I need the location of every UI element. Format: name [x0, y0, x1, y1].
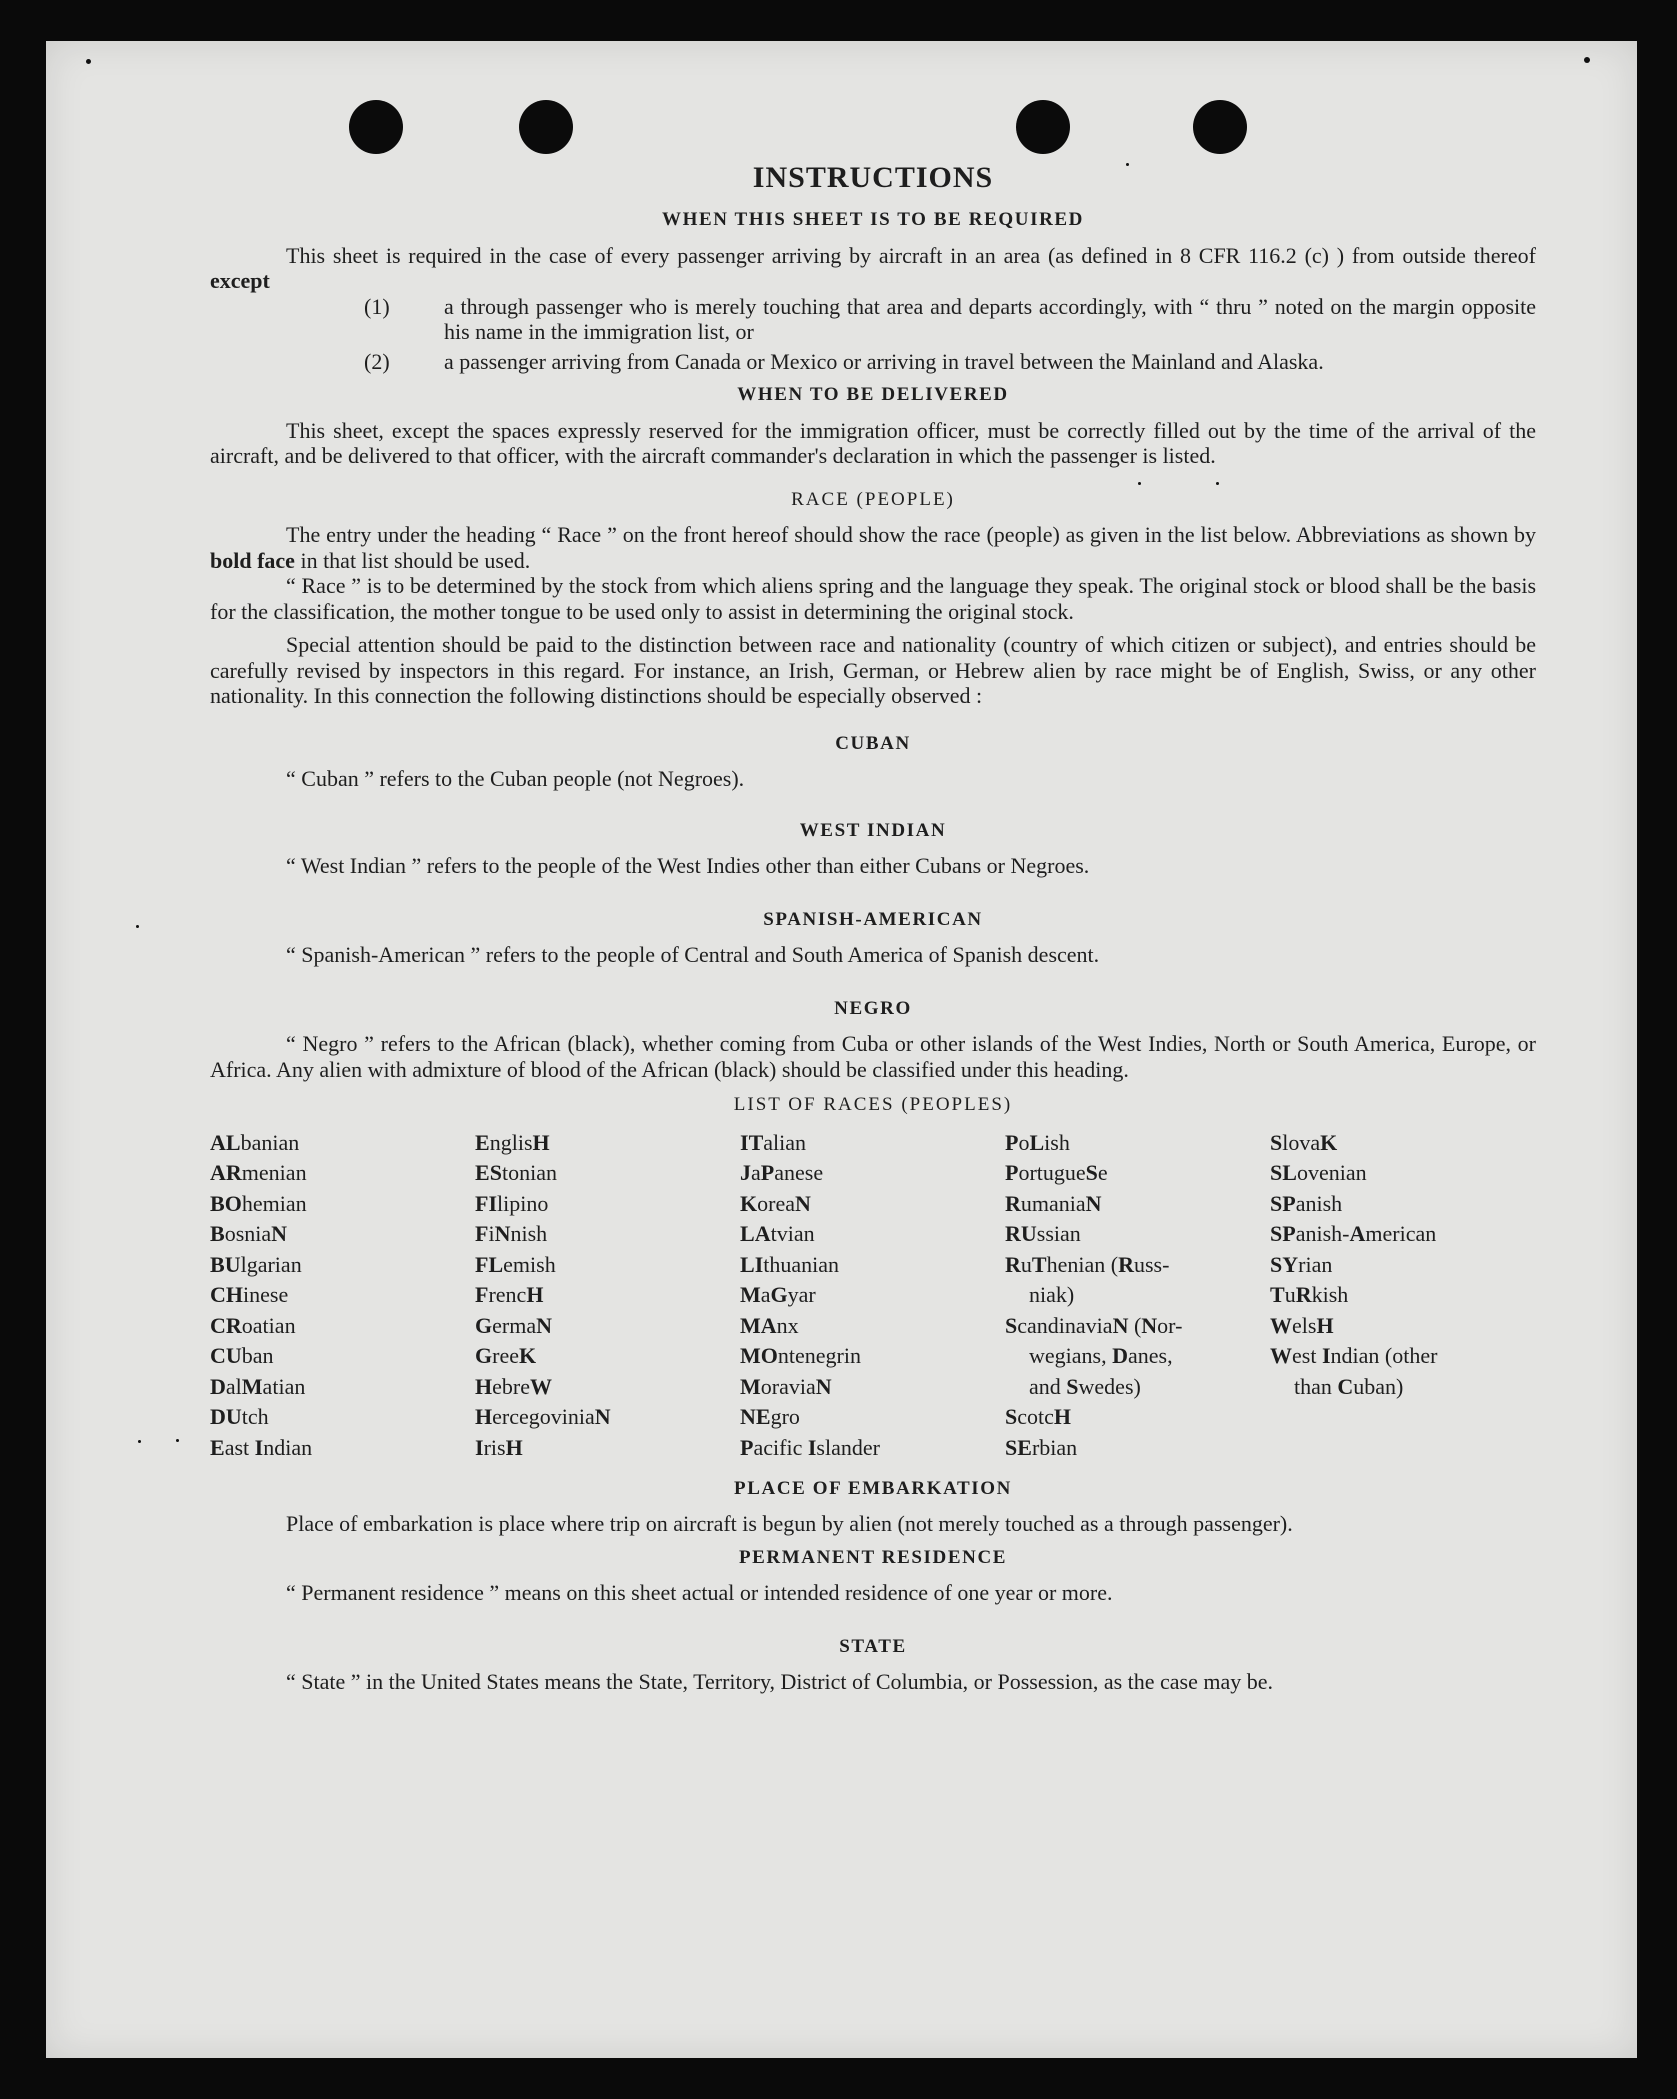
heading-permanent-residence: PERMANENT RESIDENCE	[738, 1546, 1008, 1568]
race-entry: SPanish-American	[1270, 1221, 1437, 1246]
race-entry: PoLish	[1005, 1129, 1070, 1155]
heading-embarkation: PLACE OF EMBARKATION	[734, 1477, 1012, 1499]
exception-item-2: (2) a passenger arriving from Canada or Mexico or arriving in travel between the Mainland and Alaska.	[364, 348, 1324, 374]
embarkation-text: Place of embarkation is place where trip on aircraft is begun by alien (not merely touched as a through passenger).	[286, 1511, 1293, 1536]
delivered-text: This sheet, except the spaces expressly reserved for the immigration officer, must be correctly filled out by the time of the arrival of the aircraft, and be delivered to that officer, with the aircraft commander's declaration in which the passenger is listed.	[210, 417, 1536, 468]
race-entry: HebreW	[475, 1373, 552, 1399]
race-entry: TuRkish	[1270, 1282, 1349, 1307]
race-entry: BOhemian	[210, 1190, 307, 1216]
race-entry: KoreaN	[740, 1190, 811, 1216]
race-entry: RUssian	[1005, 1221, 1081, 1246]
race-entry-continued: niak)	[1029, 1282, 1075, 1307]
scan-speck	[86, 59, 91, 64]
race-list	[210, 1128, 1536, 1468]
race-entry: MOntenegrin	[740, 1343, 861, 1368]
race-column-3	[740, 1128, 880, 1464]
race-entry: DalMatian	[210, 1373, 306, 1399]
race-entry-continued: than Cuban)	[1294, 1373, 1404, 1399]
scan-speck	[1126, 163, 1129, 166]
heading-required: WHEN THIS SHEET IS TO BE REQUIRED	[661, 209, 1085, 230]
race-entry: SYrian	[1270, 1251, 1333, 1277]
race-entry: WelsH	[1270, 1312, 1334, 1338]
race-entry: SlovaK	[1270, 1129, 1338, 1155]
heading-delivered: WHEN TO BE DELIVERED	[737, 384, 1009, 405]
exception-item-1: (1) a through passenger who is merely touching that area and departs accordingly, with “ thru ” noted on the margin opposite his name in the immigration list, or	[364, 293, 1536, 344]
race-entry: ARmenian	[210, 1160, 307, 1185]
race-entry: CRoatian	[210, 1312, 296, 1338]
race-entry: LIthuanian	[740, 1251, 840, 1277]
punch-hole	[1193, 100, 1247, 154]
heading-negro: NEGRO	[834, 997, 912, 1019]
race-entry: FLemish	[475, 1251, 556, 1277]
race-entry: SPanish	[1270, 1190, 1343, 1216]
race-entry-continued: wegians, Danes,	[1029, 1343, 1173, 1368]
race-column-1	[210, 1128, 312, 1464]
heading-state: STATE	[839, 1635, 907, 1657]
scan-speck	[1138, 482, 1141, 485]
race-entry: RuThenian (Russ-	[1005, 1251, 1170, 1277]
race-entry: ITalian	[740, 1129, 807, 1155]
race-entry: HercegoviniaN	[475, 1404, 611, 1429]
race-entry: CHinese	[210, 1282, 289, 1307]
scan-speck	[1584, 57, 1590, 63]
race-entry: DUtch	[210, 1404, 269, 1429]
race-entry: LAtvian	[740, 1221, 815, 1246]
race-entry: West Indian (other	[1270, 1343, 1438, 1368]
document-page	[46, 41, 1637, 2058]
state-text: “ State ” in the United States means the State, Territory, District of Columbia, or Possession, as the case may be.	[286, 1669, 1274, 1694]
race-entry: NEgro	[740, 1404, 800, 1429]
race-entry: MAnx	[740, 1312, 799, 1338]
heading-west-indian: WEST INDIAN	[799, 819, 947, 841]
race-entry: EStonian	[475, 1160, 557, 1185]
race-entry: GermaN	[475, 1312, 552, 1338]
race-entry: IrisH	[475, 1434, 523, 1460]
scan-speck	[176, 1439, 179, 1442]
race-column-2	[475, 1128, 611, 1464]
race-entry: BUlgarian	[210, 1251, 302, 1277]
cuban-text: “ Cuban ” refers to the Cuban people (not Negroes).	[286, 766, 745, 791]
race-paragraph-1: The entry under the heading “ Race ” on the front hereof should show the race (people) as given in the list below. Abbreviations as shown by bold face in that list should be used.	[210, 522, 1536, 573]
race-entry: EnglisH	[475, 1129, 550, 1155]
race-entry: JaPanese	[740, 1160, 824, 1185]
scan-speck	[1216, 482, 1219, 485]
race-entry: ScandinaviaN (Nor-	[1005, 1312, 1183, 1338]
heading-list-of-races: LIST OF RACES (PEOPLES)	[733, 1094, 1013, 1115]
punch-hole	[519, 100, 573, 154]
punch-hole	[1016, 100, 1070, 154]
heading-race: RACE (PEOPLE)	[791, 488, 955, 510]
race-entry: CUban	[210, 1343, 274, 1368]
race-entry: FIlipino	[475, 1190, 549, 1216]
race-entry: East Indian	[210, 1434, 313, 1460]
race-column-5	[1270, 1128, 1437, 1403]
race-entry: GreeK	[475, 1343, 537, 1368]
race-entry: FiNnish	[475, 1221, 548, 1246]
race-paragraph-2: “ Race ” is to be determined by the stock from which aliens spring and the language they speak. The original stock or blood shall be the basis for the classification, the mother tongue to be used only to assist in determining the original stock.	[210, 573, 1536, 624]
scan-speck	[138, 1440, 141, 1443]
punch-hole	[349, 100, 403, 154]
race-entry-continued: and Swedes)	[1029, 1373, 1141, 1399]
race-entry: SErbian	[1005, 1434, 1078, 1460]
race-column-4	[1005, 1128, 1182, 1464]
race-entry: FrencH	[475, 1282, 544, 1307]
heading-spanish-american: SPANISH-AMERICAN	[763, 908, 983, 930]
race-entry: MoraviaN	[740, 1373, 832, 1399]
race-entry: RumaniaN	[1005, 1190, 1102, 1216]
race-entry: ScotcH	[1005, 1404, 1072, 1429]
page-title: INSTRUCTIONS	[752, 161, 994, 194]
residence-text: “ Permanent residence ” means on this sheet actual or intended residence of one year or more.	[286, 1580, 1113, 1605]
west-indian-text: “ West Indian ” refers to the people of the West Indies other than either Cubans or Negroes.	[286, 853, 1090, 878]
required-intro: This sheet is required in the case of every passenger arriving by aircraft in an area (as defined in 8 CFR 116.2 (c) ) from outside thereof except	[210, 242, 1536, 293]
race-paragraph-3: Special attention should be paid to the distinction between race and nationality (country of which citizen or subject), and entries should be carefully revised by inspectors in this regard. For instance, an Irish, German, or Hebrew alien by race might be of English, Swiss, or any other nationality. In this connection the following distinctions should be especially observed :	[210, 632, 1536, 708]
spanish-american-text: “ Spanish-American ” refers to the people of Central and South America of Spanish descent.	[286, 942, 1100, 967]
race-entry: PortugueSe	[1005, 1160, 1108, 1185]
heading-cuban: CUBAN	[835, 732, 911, 754]
race-entry: SLovenian	[1270, 1160, 1367, 1185]
race-entry: Pacific Islander	[740, 1434, 880, 1460]
scan-speck	[136, 925, 139, 928]
instructions-body	[210, 161, 1536, 1695]
negro-text: “ Negro ” refers to the African (black), whether coming from Cuba or other islands of the West Indies, North or South America, Europe, or Africa. Any alien with admixture of blood of the African (black) should be classified under this heading.	[210, 1031, 1536, 1082]
race-entry: ALbanian	[210, 1129, 300, 1155]
race-entry: MaGyar	[740, 1282, 816, 1307]
race-entry: BosniaN	[210, 1221, 288, 1246]
